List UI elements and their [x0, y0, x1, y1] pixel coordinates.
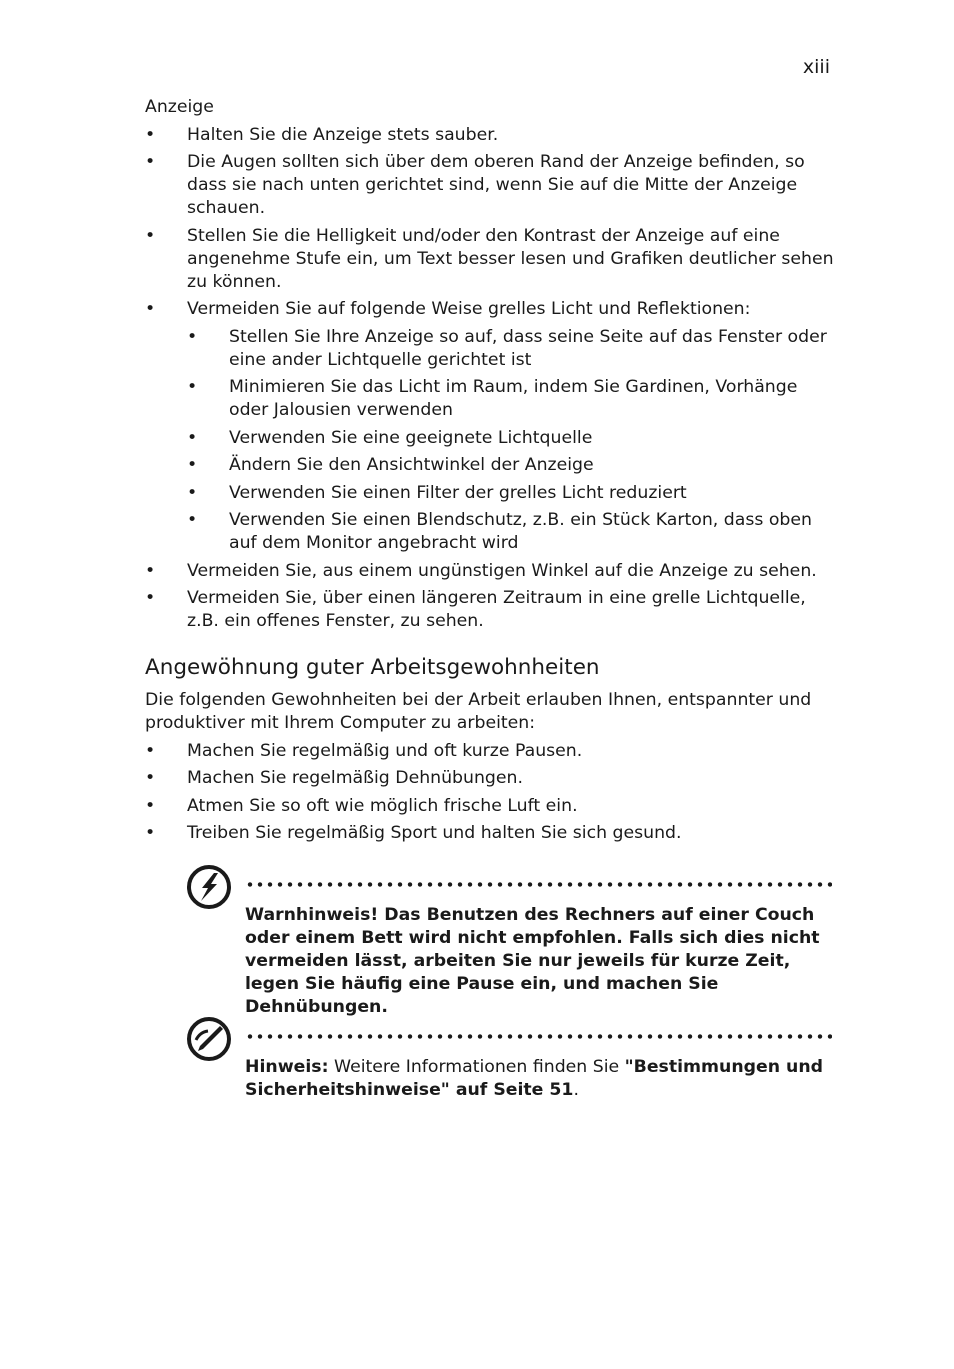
- list-item-text: Treiben Sie regelmäßig Sport und halten Sie sich gesund.: [187, 823, 682, 843]
- bullet-icon: •: [187, 326, 198, 347]
- glare-sub-list: [187, 326, 835, 556]
- list-item-text: Vermeiden Sie auf folgende Weise grelles Licht und Reflektionen:: [187, 299, 751, 319]
- list-item-text: Stellen Sie die Helligkeit und/oder den Kontrast der Anzeige auf eine angenehme Stufe ein, um Text besser lesen und Grafiken deutlicher sehen zu können.: [187, 225, 834, 292]
- bullet-icon: •: [145, 740, 156, 761]
- list-item: [145, 587, 835, 633]
- bullet-icon: •: [145, 124, 156, 145]
- note-notice: [186, 1016, 832, 1116]
- note-label: Hinweis:: [245, 1057, 329, 1077]
- bullet-icon: •: [145, 299, 156, 319]
- section-intro: Die folgenden Gewohnheiten bei der Arbeit erlauben Ihnen, entspannter und produktiver mit Ihrem Computer zu arbeiten:: [145, 690, 812, 733]
- bullet-icon: •: [145, 768, 156, 788]
- page-content: [145, 96, 835, 845]
- list-item: [145, 767, 835, 790]
- bullet-icon: •: [145, 588, 156, 608]
- list-item-text: Minimieren Sie das Licht im Raum, indem Sie Gardinen, Vorhänge oder Jalousien verwenden: [229, 377, 798, 420]
- warning-lightning-icon: [186, 864, 232, 910]
- list-item-text: Stellen Sie Ihre Anzeige so auf, dass seine Seite auf das Fenster oder eine ander Lichtquelle gerichtet ist: [229, 326, 827, 370]
- note-reference-link[interactable]: "Bestimmungen und Sicherheitshinweise" auf Seite 51: [245, 1057, 824, 1100]
- bullet-icon: •: [145, 795, 156, 816]
- note-divider: [245, 1034, 832, 1039]
- list-item: [145, 560, 835, 583]
- note-pen-icon: [186, 1016, 232, 1062]
- list-item-text: Vermeiden Sie, aus einem ungünstigen Winkel auf die Anzeige zu sehen.: [187, 560, 817, 581]
- list-item-text: Machen Sie regelmäßig und oft kurze Pausen.: [187, 740, 583, 761]
- warning-text: Warnhinweis! Das Benutzen des Rechners auf einer Couch oder einem Bett wird nicht empfohlen. Falls sich dies nicht vermeiden lässt, arbeiten Sie nur jeweils für kurze Zeit, legen Sie häufig eine Pause ein, und machen Sie Dehnübungen.: [245, 905, 820, 1017]
- bullet-icon: •: [187, 377, 198, 397]
- list-item: [145, 298, 835, 555]
- warning-divider: [245, 882, 832, 887]
- sub-list-item: [187, 454, 835, 477]
- bullet-icon: •: [145, 560, 156, 581]
- list-item-text: Verwenden Sie einen Blendschutz, z.B. ein Stück Karton, dass oben auf dem Monitor angebracht wird: [229, 510, 812, 553]
- sub-list-item: [187, 509, 835, 555]
- note-text: [245, 1056, 832, 1102]
- display-heading: Anzeige: [145, 97, 214, 117]
- list-item-text: Die Augen sollten sich über dem oberen Rand der Anzeige befinden, so dass sie nach unten gerichtet sind, wenn Sie auf die Mitte der Anzeige schauen.: [187, 152, 805, 218]
- habit-bullet-list: [145, 740, 835, 846]
- warning-notice: [186, 864, 832, 1017]
- display-bullet-list: [145, 124, 835, 634]
- bullet-icon: •: [145, 823, 156, 843]
- list-item: [145, 124, 835, 147]
- list-item-text: Vermeiden Sie, über einen längeren Zeitraum in eine grelle Lichtquelle, z.B. ein offenes Fenster, zu sehen.: [187, 588, 806, 631]
- sub-list-item: [187, 376, 835, 422]
- bullet-icon: •: [145, 152, 156, 172]
- list-item-text: Verwenden Sie eine geeignete Lichtquelle: [229, 427, 593, 448]
- bullet-icon: •: [187, 510, 198, 530]
- list-item-text: Verwenden Sie einen Filter der grelles Licht reduziert: [229, 482, 687, 503]
- list-item: [145, 822, 835, 845]
- bullet-icon: •: [187, 455, 198, 475]
- note-end: .: [573, 1080, 579, 1100]
- page-number: xiii: [802, 56, 830, 78]
- list-item: [145, 740, 835, 763]
- list-item-text: Machen Sie regelmäßig Dehnübungen.: [187, 768, 523, 788]
- list-item: [145, 795, 835, 818]
- list-item-text: Atmen Sie so oft wie möglich frische Luft ein.: [187, 795, 578, 816]
- section-title: Angewöhnung guter Arbeitsgewohnheiten: [145, 655, 600, 680]
- bullet-icon: •: [187, 427, 198, 448]
- note-body: Weitere Informationen finden Sie: [328, 1057, 625, 1077]
- list-item: [145, 225, 835, 294]
- sub-list-item: [187, 427, 835, 450]
- list-item: [145, 151, 835, 220]
- bullet-icon: •: [145, 225, 156, 246]
- sub-list-item: [187, 326, 835, 372]
- sub-list-item: [187, 482, 835, 505]
- list-item-text: Halten Sie die Anzeige stets sauber.: [187, 124, 499, 145]
- bullet-icon: •: [187, 482, 198, 503]
- list-item-text: Ändern Sie den Ansichtwinkel der Anzeige: [229, 455, 594, 475]
